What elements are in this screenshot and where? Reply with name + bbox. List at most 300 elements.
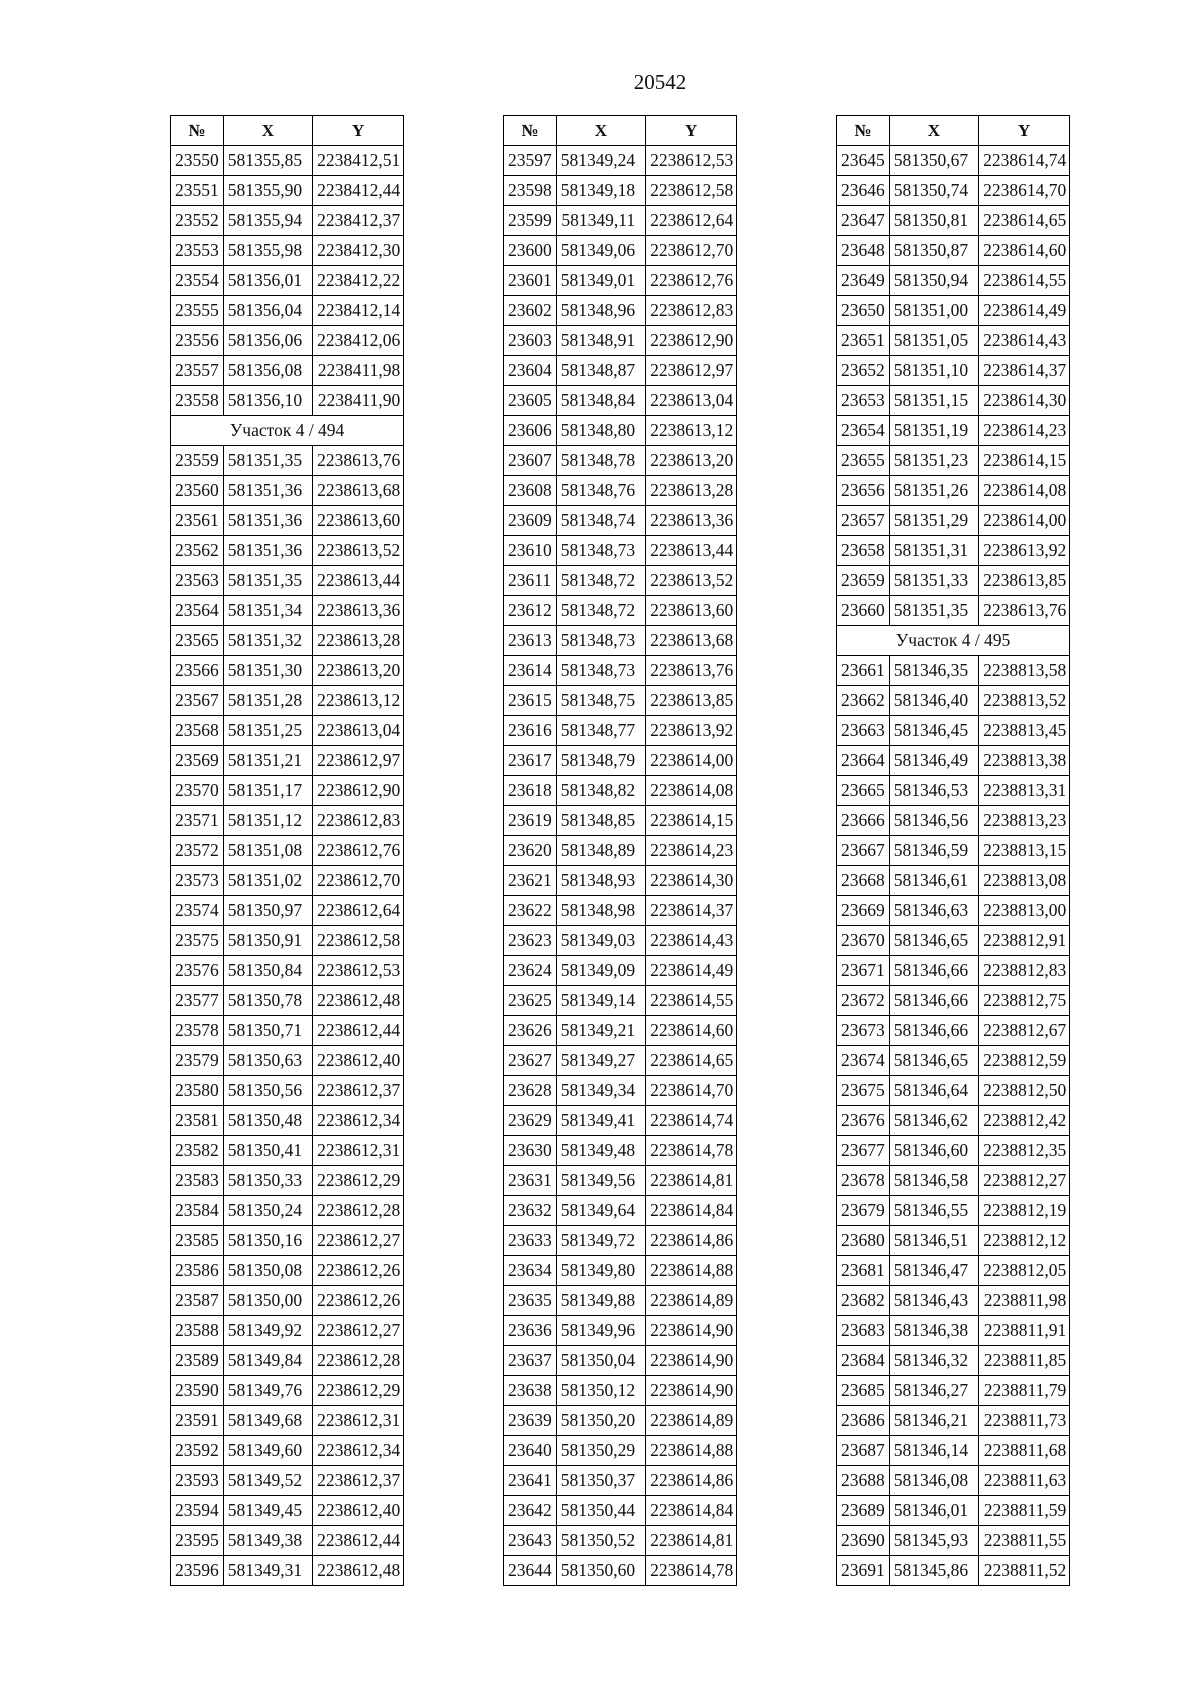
cell-point-number: 23591 <box>171 1406 224 1436</box>
table-row <box>504 386 737 416</box>
cell-x: 581351,28 <box>223 686 312 716</box>
cell-x: 581351,17 <box>223 776 312 806</box>
table-row <box>171 1496 404 1526</box>
cell-y: 2238812,12 <box>979 1226 1070 1256</box>
cell-y: 2238614,23 <box>979 416 1070 446</box>
cell-x: 581346,65 <box>889 1046 978 1076</box>
cell-y: 2238614,00 <box>979 506 1070 536</box>
cell-y: 2238614,78 <box>646 1556 737 1586</box>
table-row <box>504 506 737 536</box>
cell-point-number: 23611 <box>504 566 557 596</box>
section-title: Участок 4 / 495 <box>837 626 1070 656</box>
cell-point-number: 23568 <box>171 716 224 746</box>
cell-x: 581349,64 <box>556 1196 645 1226</box>
table-row <box>504 656 737 686</box>
cell-x: 581350,60 <box>556 1556 645 1586</box>
table-row <box>171 1526 404 1556</box>
cell-point-number: 23607 <box>504 446 557 476</box>
cell-point-number: 23671 <box>837 956 890 986</box>
cell-y: 2238612,37 <box>313 1076 404 1106</box>
table-row <box>504 146 737 176</box>
cell-point-number: 23647 <box>837 206 890 236</box>
cell-point-number: 23618 <box>504 776 557 806</box>
cell-x: 581348,98 <box>556 896 645 926</box>
cell-y: 2238614,70 <box>979 176 1070 206</box>
cell-x: 581349,03 <box>556 926 645 956</box>
cell-y: 2238612,34 <box>313 1436 404 1466</box>
cell-y: 2238613,52 <box>313 536 404 566</box>
cell-point-number: 23645 <box>837 146 890 176</box>
cell-x: 581349,21 <box>556 1016 645 1046</box>
cell-y: 2238613,44 <box>646 536 737 566</box>
table-row <box>504 716 737 746</box>
cell-y: 2238614,90 <box>646 1346 737 1376</box>
cell-x: 581351,00 <box>889 296 978 326</box>
cell-point-number: 23624 <box>504 956 557 986</box>
cell-x: 581351,05 <box>889 326 978 356</box>
cell-x: 581350,84 <box>223 956 312 986</box>
cell-point-number: 23594 <box>171 1496 224 1526</box>
table-row <box>504 896 737 926</box>
cell-y: 2238613,92 <box>979 536 1070 566</box>
cell-x: 581350,91 <box>223 926 312 956</box>
cell-point-number: 23678 <box>837 1166 890 1196</box>
cell-point-number: 23642 <box>504 1496 557 1526</box>
table-row <box>837 866 1070 896</box>
cell-point-number: 23555 <box>171 296 224 326</box>
cell-x: 581356,01 <box>223 266 312 296</box>
cell-x: 581350,63 <box>223 1046 312 1076</box>
cell-y: 2238613,20 <box>313 656 404 686</box>
cell-point-number: 23656 <box>837 476 890 506</box>
cell-x: 581350,16 <box>223 1226 312 1256</box>
cell-point-number: 23601 <box>504 266 557 296</box>
cell-point-number: 23609 <box>504 506 557 536</box>
cell-y: 2238614,89 <box>646 1406 737 1436</box>
table-row <box>837 1286 1070 1316</box>
cell-point-number: 23620 <box>504 836 557 866</box>
cell-y: 2238613,92 <box>646 716 737 746</box>
table-row <box>837 986 1070 1016</box>
cell-x: 581346,53 <box>889 776 978 806</box>
table-row <box>837 326 1070 356</box>
cell-x: 581346,65 <box>889 926 978 956</box>
cell-x: 581349,88 <box>556 1286 645 1316</box>
table-row <box>171 926 404 956</box>
cell-point-number: 23566 <box>171 656 224 686</box>
cell-x: 581351,12 <box>223 806 312 836</box>
cell-y: 2238614,65 <box>646 1046 737 1076</box>
cell-point-number: 23561 <box>171 506 224 536</box>
cell-y: 2238613,52 <box>646 566 737 596</box>
cell-y: 2238612,58 <box>313 926 404 956</box>
table-row <box>504 1376 737 1406</box>
cell-x: 581349,80 <box>556 1256 645 1286</box>
cell-x: 581346,27 <box>889 1376 978 1406</box>
table-row <box>171 506 404 536</box>
cell-y: 2238811,68 <box>979 1436 1070 1466</box>
cell-y: 2238812,67 <box>979 1016 1070 1046</box>
cell-point-number: 23646 <box>837 176 890 206</box>
table-row <box>504 1136 737 1166</box>
table-row <box>504 446 737 476</box>
cell-x: 581356,04 <box>223 296 312 326</box>
cell-y: 2238613,85 <box>979 566 1070 596</box>
table-row <box>504 1166 737 1196</box>
cell-point-number: 23604 <box>504 356 557 386</box>
cell-y: 2238613,36 <box>313 596 404 626</box>
cell-point-number: 23652 <box>837 356 890 386</box>
table-row <box>504 1406 737 1436</box>
cell-y: 2238612,97 <box>313 746 404 776</box>
cell-y: 2238612,31 <box>313 1136 404 1166</box>
cell-point-number: 23633 <box>504 1226 557 1256</box>
cell-point-number: 23596 <box>171 1556 224 1586</box>
cell-y: 2238812,05 <box>979 1256 1070 1286</box>
cell-y: 2238614,86 <box>646 1466 737 1496</box>
cell-y: 2238812,50 <box>979 1076 1070 1106</box>
table-row <box>171 326 404 356</box>
table-row <box>837 536 1070 566</box>
cell-y: 2238811,91 <box>979 1316 1070 1346</box>
cell-x: 581345,93 <box>889 1526 978 1556</box>
table-row <box>504 1076 737 1106</box>
cell-x: 581350,33 <box>223 1166 312 1196</box>
cell-y: 2238411,98 <box>313 356 404 386</box>
cell-x: 581348,79 <box>556 746 645 776</box>
cell-x: 581348,72 <box>556 596 645 626</box>
cell-x: 581351,36 <box>223 506 312 536</box>
table-row <box>171 386 404 416</box>
cell-x: 581346,32 <box>889 1346 978 1376</box>
table-row <box>504 746 737 776</box>
cell-point-number: 23640 <box>504 1436 557 1466</box>
cell-x: 581346,55 <box>889 1196 978 1226</box>
cell-point-number: 23677 <box>837 1136 890 1166</box>
cell-y: 2238614,74 <box>646 1106 737 1136</box>
cell-x: 581349,92 <box>223 1316 312 1346</box>
cell-y: 2238614,86 <box>646 1226 737 1256</box>
cell-x: 581349,34 <box>556 1076 645 1106</box>
cell-y: 2238612,53 <box>646 146 737 176</box>
table-row <box>171 686 404 716</box>
cell-point-number: 23606 <box>504 416 557 446</box>
cell-x: 581346,21 <box>889 1406 978 1436</box>
cell-point-number: 23637 <box>504 1346 557 1376</box>
table-row <box>504 836 737 866</box>
cell-point-number: 23599 <box>504 206 557 236</box>
cell-y: 2238613,12 <box>313 686 404 716</box>
header-row <box>837 116 1070 146</box>
cell-y: 2238614,65 <box>979 206 1070 236</box>
cell-x: 581349,56 <box>556 1166 645 1196</box>
cell-point-number: 23554 <box>171 266 224 296</box>
cell-point-number: 23641 <box>504 1466 557 1496</box>
cell-y: 2238412,22 <box>313 266 404 296</box>
cell-x: 581356,08 <box>223 356 312 386</box>
cell-y: 2238613,76 <box>313 446 404 476</box>
cell-point-number: 23638 <box>504 1376 557 1406</box>
cell-point-number: 23690 <box>837 1526 890 1556</box>
table-row <box>171 626 404 656</box>
cell-y: 2238813,45 <box>979 716 1070 746</box>
cell-x: 581349,52 <box>223 1466 312 1496</box>
table-row <box>837 476 1070 506</box>
cell-y: 2238613,76 <box>646 656 737 686</box>
table-row <box>837 1556 1070 1586</box>
table-row <box>171 356 404 386</box>
table-row <box>837 686 1070 716</box>
table-row <box>837 566 1070 596</box>
cell-y: 2238613,36 <box>646 506 737 536</box>
table-row <box>837 386 1070 416</box>
cell-x: 581351,32 <box>223 626 312 656</box>
cell-x: 581346,66 <box>889 986 978 1016</box>
cell-y: 2238614,30 <box>979 386 1070 416</box>
table-row <box>171 1436 404 1466</box>
cell-x: 581346,64 <box>889 1076 978 1106</box>
cell-x: 581349,38 <box>223 1526 312 1556</box>
cell-x: 581351,30 <box>223 656 312 686</box>
table-row <box>171 1556 404 1586</box>
cell-y: 2238614,30 <box>646 866 737 896</box>
cell-y: 2238813,38 <box>979 746 1070 776</box>
table-row <box>837 1346 1070 1376</box>
cell-point-number: 23685 <box>837 1376 890 1406</box>
table-row <box>171 566 404 596</box>
table-row <box>171 176 404 206</box>
cell-y: 2238613,60 <box>646 596 737 626</box>
cell-y: 2238612,28 <box>313 1346 404 1376</box>
cell-point-number: 23578 <box>171 1016 224 1046</box>
cell-x: 581351,36 <box>223 536 312 566</box>
cell-y: 2238612,48 <box>313 986 404 1016</box>
cell-x: 581346,59 <box>889 836 978 866</box>
cell-point-number: 23672 <box>837 986 890 1016</box>
table-row <box>504 1286 737 1316</box>
cell-y: 2238614,74 <box>979 146 1070 176</box>
cell-x: 581346,45 <box>889 716 978 746</box>
cell-point-number: 23558 <box>171 386 224 416</box>
cell-point-number: 23553 <box>171 236 224 266</box>
cell-point-number: 23602 <box>504 296 557 326</box>
cell-y: 2238614,00 <box>646 746 737 776</box>
table-row <box>837 296 1070 326</box>
cell-point-number: 23619 <box>504 806 557 836</box>
cell-x: 581349,09 <box>556 956 645 986</box>
cell-x: 581348,82 <box>556 776 645 806</box>
cell-x: 581348,84 <box>556 386 645 416</box>
cell-y: 2238612,44 <box>313 1016 404 1046</box>
cell-x: 581355,90 <box>223 176 312 206</box>
cell-point-number: 23664 <box>837 746 890 776</box>
table-row <box>504 1226 737 1256</box>
cell-point-number: 23621 <box>504 866 557 896</box>
cell-point-number: 23616 <box>504 716 557 746</box>
cell-y: 2238811,52 <box>979 1556 1070 1586</box>
table-row <box>837 1496 1070 1526</box>
table-row <box>837 1466 1070 1496</box>
table-row <box>171 956 404 986</box>
cell-point-number: 23565 <box>171 626 224 656</box>
cell-y: 2238613,12 <box>646 416 737 446</box>
table-row <box>837 176 1070 206</box>
cell-y: 2238612,28 <box>313 1196 404 1226</box>
cell-x: 581350,74 <box>889 176 978 206</box>
cell-point-number: 23582 <box>171 1136 224 1166</box>
table-row <box>504 686 737 716</box>
cell-x: 581348,75 <box>556 686 645 716</box>
table-row <box>504 986 737 1016</box>
cell-x: 581349,27 <box>556 1046 645 1076</box>
header-no: № <box>171 116 224 146</box>
table-row <box>504 1556 737 1586</box>
cell-y: 2238612,31 <box>313 1406 404 1436</box>
cell-y: 2238612,70 <box>313 866 404 896</box>
table-row <box>504 596 737 626</box>
cell-y: 2238614,37 <box>646 896 737 926</box>
cell-y: 2238613,28 <box>313 626 404 656</box>
cell-x: 581349,24 <box>556 146 645 176</box>
table-row <box>504 536 737 566</box>
cell-point-number: 23613 <box>504 626 557 656</box>
cell-point-number: 23587 <box>171 1286 224 1316</box>
cell-y: 2238812,83 <box>979 956 1070 986</box>
cell-point-number: 23564 <box>171 596 224 626</box>
cell-x: 581350,81 <box>889 206 978 236</box>
cell-x: 581356,06 <box>223 326 312 356</box>
cell-point-number: 23572 <box>171 836 224 866</box>
cell-point-number: 23579 <box>171 1046 224 1076</box>
cell-y: 2238612,97 <box>646 356 737 386</box>
table-row <box>837 1196 1070 1226</box>
cell-x: 581346,49 <box>889 746 978 776</box>
cell-y: 2238812,75 <box>979 986 1070 1016</box>
cell-point-number: 23634 <box>504 1256 557 1286</box>
cell-y: 2238614,60 <box>979 236 1070 266</box>
cell-point-number: 23686 <box>837 1406 890 1436</box>
cell-y: 2238612,83 <box>646 296 737 326</box>
header-x: X <box>556 116 645 146</box>
cell-x: 581350,78 <box>223 986 312 1016</box>
cell-point-number: 23628 <box>504 1076 557 1106</box>
cell-y: 2238412,37 <box>313 206 404 236</box>
cell-x: 581351,15 <box>889 386 978 416</box>
cell-y: 2238812,42 <box>979 1106 1070 1136</box>
cell-x: 581348,73 <box>556 536 645 566</box>
cell-x: 581351,34 <box>223 596 312 626</box>
cell-y: 2238811,79 <box>979 1376 1070 1406</box>
cell-y: 2238812,27 <box>979 1166 1070 1196</box>
cell-y: 2238612,27 <box>313 1316 404 1346</box>
table-row <box>837 1226 1070 1256</box>
table-row <box>171 1226 404 1256</box>
table-row <box>837 1436 1070 1466</box>
table-row <box>837 956 1070 986</box>
cell-y: 2238613,68 <box>313 476 404 506</box>
cell-y: 2238612,64 <box>646 206 737 236</box>
cell-x: 581350,71 <box>223 1016 312 1046</box>
cell-point-number: 23691 <box>837 1556 890 1586</box>
cell-point-number: 23598 <box>504 176 557 206</box>
cell-point-number: 23574 <box>171 896 224 926</box>
cell-point-number: 23659 <box>837 566 890 596</box>
cell-y: 2238813,58 <box>979 656 1070 686</box>
cell-x: 581348,93 <box>556 866 645 896</box>
table-row <box>171 746 404 776</box>
table-row <box>171 266 404 296</box>
cell-y: 2238614,84 <box>646 1196 737 1226</box>
table-row <box>837 1016 1070 1046</box>
cell-point-number: 23573 <box>171 866 224 896</box>
header-y: Y <box>979 116 1070 146</box>
cell-y: 2238612,76 <box>313 836 404 866</box>
table-row <box>504 266 737 296</box>
cell-point-number: 23557 <box>171 356 224 386</box>
cell-x: 581351,23 <box>889 446 978 476</box>
table-row <box>837 1316 1070 1346</box>
table-row <box>504 1316 737 1346</box>
cell-x: 581351,10 <box>889 356 978 386</box>
table-row <box>837 1406 1070 1436</box>
table-row <box>837 806 1070 836</box>
cell-point-number: 23674 <box>837 1046 890 1076</box>
cell-x: 581348,87 <box>556 356 645 386</box>
table-row <box>171 1406 404 1436</box>
cell-x: 581346,63 <box>889 896 978 926</box>
cell-point-number: 23670 <box>837 926 890 956</box>
cell-point-number: 23563 <box>171 566 224 596</box>
cell-point-number: 23592 <box>171 1436 224 1466</box>
table-row <box>837 146 1070 176</box>
table-body <box>171 146 404 1586</box>
cell-x: 581351,02 <box>223 866 312 896</box>
cell-y: 2238612,26 <box>313 1286 404 1316</box>
table-row <box>504 1346 737 1376</box>
cell-x: 581351,19 <box>889 416 978 446</box>
table-row <box>171 836 404 866</box>
header-x: X <box>223 116 312 146</box>
cell-point-number: 23552 <box>171 206 224 236</box>
cell-point-number: 23610 <box>504 536 557 566</box>
cell-point-number: 23639 <box>504 1406 557 1436</box>
table-row <box>504 1046 737 1076</box>
cell-y: 2238612,53 <box>313 956 404 986</box>
table-row <box>171 1286 404 1316</box>
table-row <box>504 1436 737 1466</box>
cell-point-number: 23663 <box>837 716 890 746</box>
table-row <box>504 326 737 356</box>
table-row <box>171 1046 404 1076</box>
cell-y: 2238613,85 <box>646 686 737 716</box>
cell-x: 581351,35 <box>223 446 312 476</box>
cell-point-number: 23636 <box>504 1316 557 1346</box>
cell-point-number: 23632 <box>504 1196 557 1226</box>
cell-y: 2238614,49 <box>979 296 1070 326</box>
table-row <box>837 1526 1070 1556</box>
cell-x: 581346,61 <box>889 866 978 896</box>
cell-y: 2238614,43 <box>646 926 737 956</box>
cell-x: 581350,87 <box>889 236 978 266</box>
cell-point-number: 23683 <box>837 1316 890 1346</box>
cell-y: 2238613,68 <box>646 626 737 656</box>
cell-y: 2238614,60 <box>646 1016 737 1046</box>
table-row <box>837 1106 1070 1136</box>
table-row <box>504 1016 737 1046</box>
cell-y: 2238813,52 <box>979 686 1070 716</box>
table-row <box>171 1196 404 1226</box>
cell-point-number: 23589 <box>171 1346 224 1376</box>
